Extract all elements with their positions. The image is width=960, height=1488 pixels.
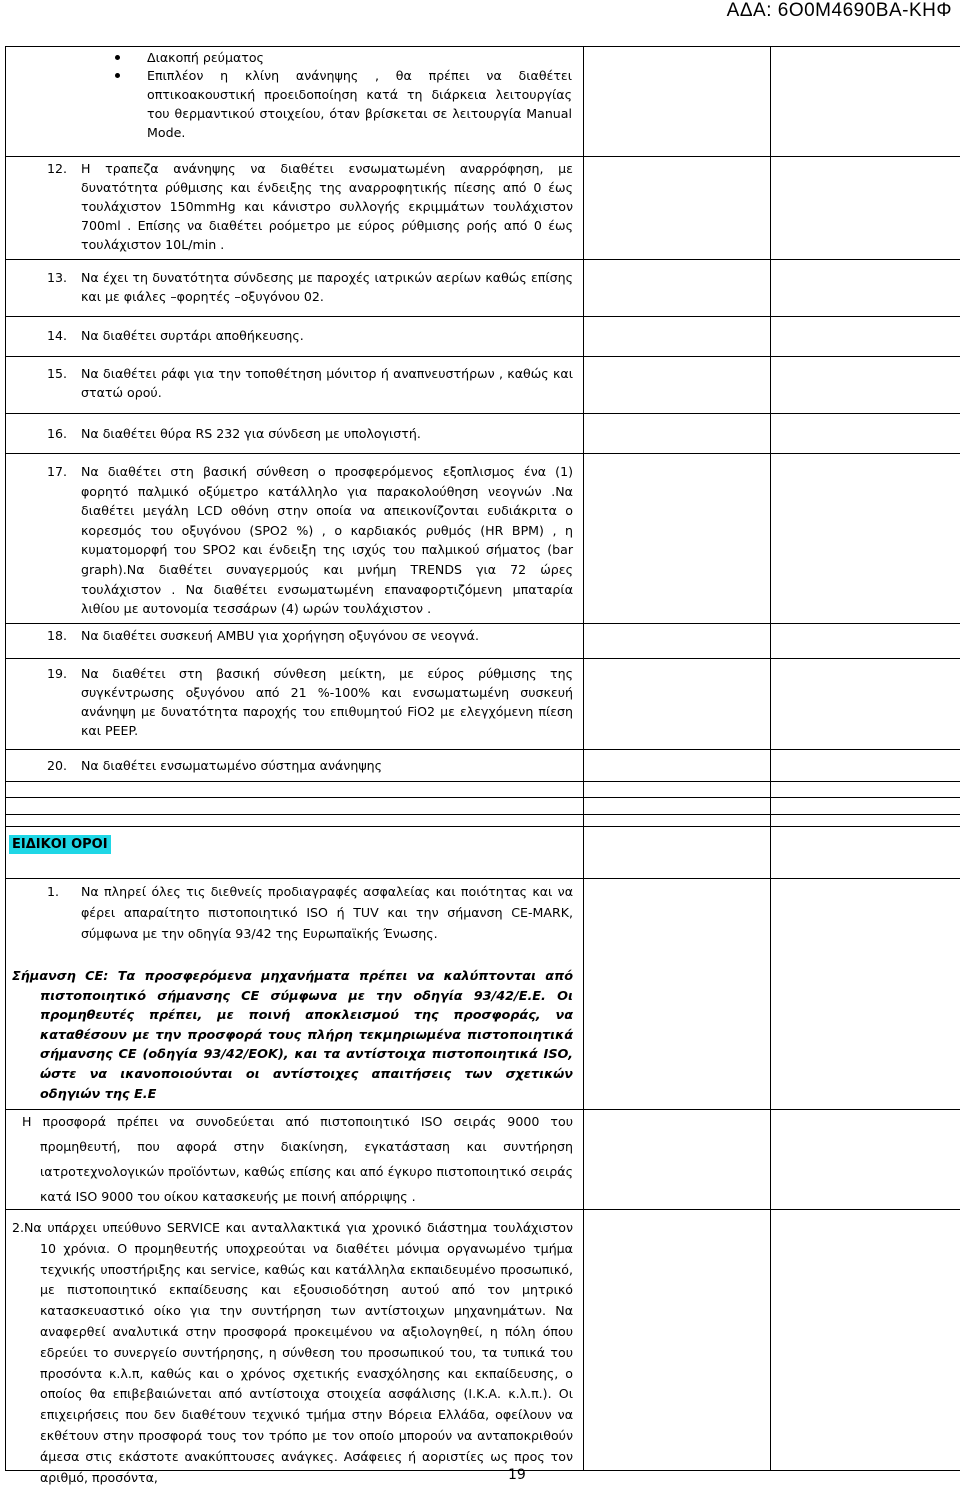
special-terms-heading: ΕΙΔΙΚΟΙ ΟΡΟΙ <box>9 835 111 854</box>
row-border <box>5 878 960 879</box>
iso-note: Η προσφορά πρέπει να συνοδεύεται από πιστοποιητικό ISO σειράς 9000 του προμηθευτή, που αφορά στην διακίνηση, εγκατάσταση και συντήρηση ιατροτεχνολογικών προϊόντων, καθώς επίσης και από έγκυρο πιστοποιητικό σειράς κατά ISO 9000 του οίκου κατασκευής με ποινή απόρριψης . <box>22 1114 573 1204</box>
item-text: Να διαθέτει ενσωματωμένο σύστημα ανάνηψης <box>81 758 383 773</box>
row-border <box>5 814 960 815</box>
item-number: 14. <box>47 328 68 343</box>
row-border <box>5 259 960 260</box>
item-text: Να έχει τη δυνατότητα σύνδεσης με παροχές ιατρικών αερίων καθώς επίσης και με φιάλες –φορητές –οξυγόνου 02. <box>81 270 573 304</box>
row-border <box>5 316 960 317</box>
term-number: 1. <box>47 884 60 899</box>
item-text: Να διαθέτει στη βασική σύνθεση μείκτη, με εύρος ρύθμισης της συγκέντρωσης οξυγόνου από 21 %-100% και ενσωματωμένη συσκευή ανάνηψη με δυνατότητα παροχής του επιθυμητού FiO2 με ελεγχόμενη πίεση και PEEP. <box>81 666 573 738</box>
item-text: Να διαθέτει στη βασική σύνθεση ο προσφερόμενος εξοπλισμος ένα (1) φορητό παλμικό οξύμετρο κατάλληλο για παρακολούθηση νεογνών .Να διαθέτει μεγάλη LCD οθόνη στην οποία να απεικονίζονται ευδιάκριτα ο κορεσμός του οξυγόνου (SPO2 %) , ο καρδιακός ρυθμός (HR BPM) , η κυματομορφή του SPO2 και ένδειξη της ισχύς του παλμικού σήματος (bar graph).Να διαθέτει συναγερμούς και μνήμη TRENDS για 72 ώρες τουλάχιστον . Να διαθέτει ενσωματωμένη επαναφορτιζόμενη μπαταρία λιθίου με αυτονομία τεσσάρων (4) ωρών τουλάχιστον . <box>81 464 573 617</box>
term-text: Να πληρεί όλες τις διεθνείς προδιαγραφές ασφαλείας και ποιότητας και να φέρει απαραίτητο πιστοποιητικό ISO ή TUV και την σήμανση CE-MARK, σύμφωνα με την οδηγία 93/42 της Ευρωπαϊκής Ένωσης. <box>81 884 573 941</box>
item-number: 19. <box>47 666 68 681</box>
item-number: 12. <box>47 161 68 176</box>
ce-note: Σήμανση CE: Τα προσφερόμενα μηχανήματα πρέπει να καλύπτονται από πιστοποιητικό σήμανσης CE σύμφωνα με την οδηγία 93/42/Ε.Ε. Οι προμηθευτές πρέπει, με ποινή αποκλεισμού της προσφοράς, να καταθέσουν με την προσφορά τους πλήρη τεκμηριωμένα πιστοποιητικά σήμανσης CE (οδηγία 93/42/ΕΟΚ), και τα αντίστοιχα πιστοποιητικά ISO, ώστε να ικανοποιούνται οι αντίστοιχες απαιτήσεις των σχετικών οδηγιών της Ε.Ε <box>12 969 573 1102</box>
item-number: 20. <box>47 758 68 773</box>
row-border <box>5 453 960 454</box>
item-number: 13. <box>47 270 68 285</box>
item-text: Η τραπεζα ανάνηψης να διαθέτει ενσωματωμένη αναρρόφηση, με δυνατότητα ρύθμισης και ένδειξης της αναρροφητικής πίεσης από 0 έως τουλάχιστον 150mmHg και κάνιστρο συλλογής εκριμμάτων τουλάχιστον 700ml . Επίσης να διαθέτει ροόμετρο με εύρος ρύθμισης ροής από 0 έως τουλάχιστον 10L/min . <box>81 161 573 252</box>
row-border <box>5 46 960 47</box>
item-number: 17. <box>47 464 68 479</box>
row-border <box>5 658 960 659</box>
row-border <box>5 826 960 827</box>
bullet-text: Επιπλέον η κλίνη ανάνηψης , θα πρέπει να διαθέτει οπτικοακουστική προειδοποίηση κατά τη διάρκεια λειτουργίας του θερμαντικού στοιχείου, όταν βρίσκεται σε λειτουργία Manual Mode. <box>147 68 572 140</box>
bullet-text: Διακοπή ρεύματος <box>147 50 264 65</box>
row-border <box>5 749 960 750</box>
row-border <box>5 156 960 157</box>
item-text: Να διαθέτει συρτάρι αποθήκευσης. <box>81 328 304 343</box>
row-border <box>5 781 960 782</box>
bullet-icon <box>115 73 120 78</box>
item-number: 15. <box>47 366 68 381</box>
item-text: Να διαθέτει ράφι για την τοποθέτηση μόνιτορ ή αναπνευστήρων , καθώς και στατώ ορού. <box>81 366 573 400</box>
item-text: Να διαθέτει θύρα RS 232 για σύνδεση με υπολογιστή. <box>81 426 421 441</box>
row-border <box>5 623 960 624</box>
page-number: 19 <box>508 1467 526 1483</box>
item-number: 16. <box>47 426 68 441</box>
row-border <box>5 356 960 357</box>
ada-code: ΑΔΑ: 6Ο0Μ4690ΒΑ-ΚΗΦ <box>726 0 952 21</box>
item-number: 18. <box>47 628 68 643</box>
row-border <box>5 797 960 798</box>
row-border <box>5 413 960 414</box>
row-border <box>5 1209 960 1210</box>
bullet-icon <box>115 55 120 60</box>
item-text: Να διαθέτει συσκευή AMBU για χορήγηση οξυγόνου σε νεογνά. <box>81 628 479 643</box>
service-term: 2.Να υπάρχει υπεύθυνο SERVICE και ανταλλακτικά για χρονικό διάστημα τουλάχιστον 10 χρόνια. Ο προμηθευτής υποχρεούται να διαθέτει μόνιμα οργανωμένο τμήμα τεχνικής υποστήριξης και service, καθώς και κατάλληλα εκπαιδευμένο προσωπικό, με πιστοποιητικό εκπαίδευσης και εξουσιοδότηση αυτού από τον μητρικό κατασκευαστικό οίκο για την συντήρηση των αντίστοιχων μηχανημάτων. Να αναφερθεί αναλυτικά στην προσφορά προκειμένου να αξιολογηθεί, η πόλη όπου εδρεύει το συνεργείο συντήρησης, η σύνθεση του προσωπικού του, τα τυπικά του προσόντα κ.λ.π, καθώς και ο χρόνος σχετικής ενασχόλησης και εκπαίδευσης, ο οποίος θα επιβεβαιώνεται από αντίστοιχα στοιχεία ασφάλισης (Ι.Κ.Α. κ.λ.π.). Οι επιχειρήσεις που δεν διαθέτουν τεχνικό τμήμα στην Βόρεια Ελλάδα, οφείλουν να εκθέτουν στην προσφορά τους τον τρόπο με τον οποίο μπορούν να ανταποκριθούν άμεσα στις εκάστοτε ανακύπτουσες ανάγκες. Ασάφειες ή αοριστίες ως προς τον αριθμό, προσόντα, <box>12 1220 573 1485</box>
